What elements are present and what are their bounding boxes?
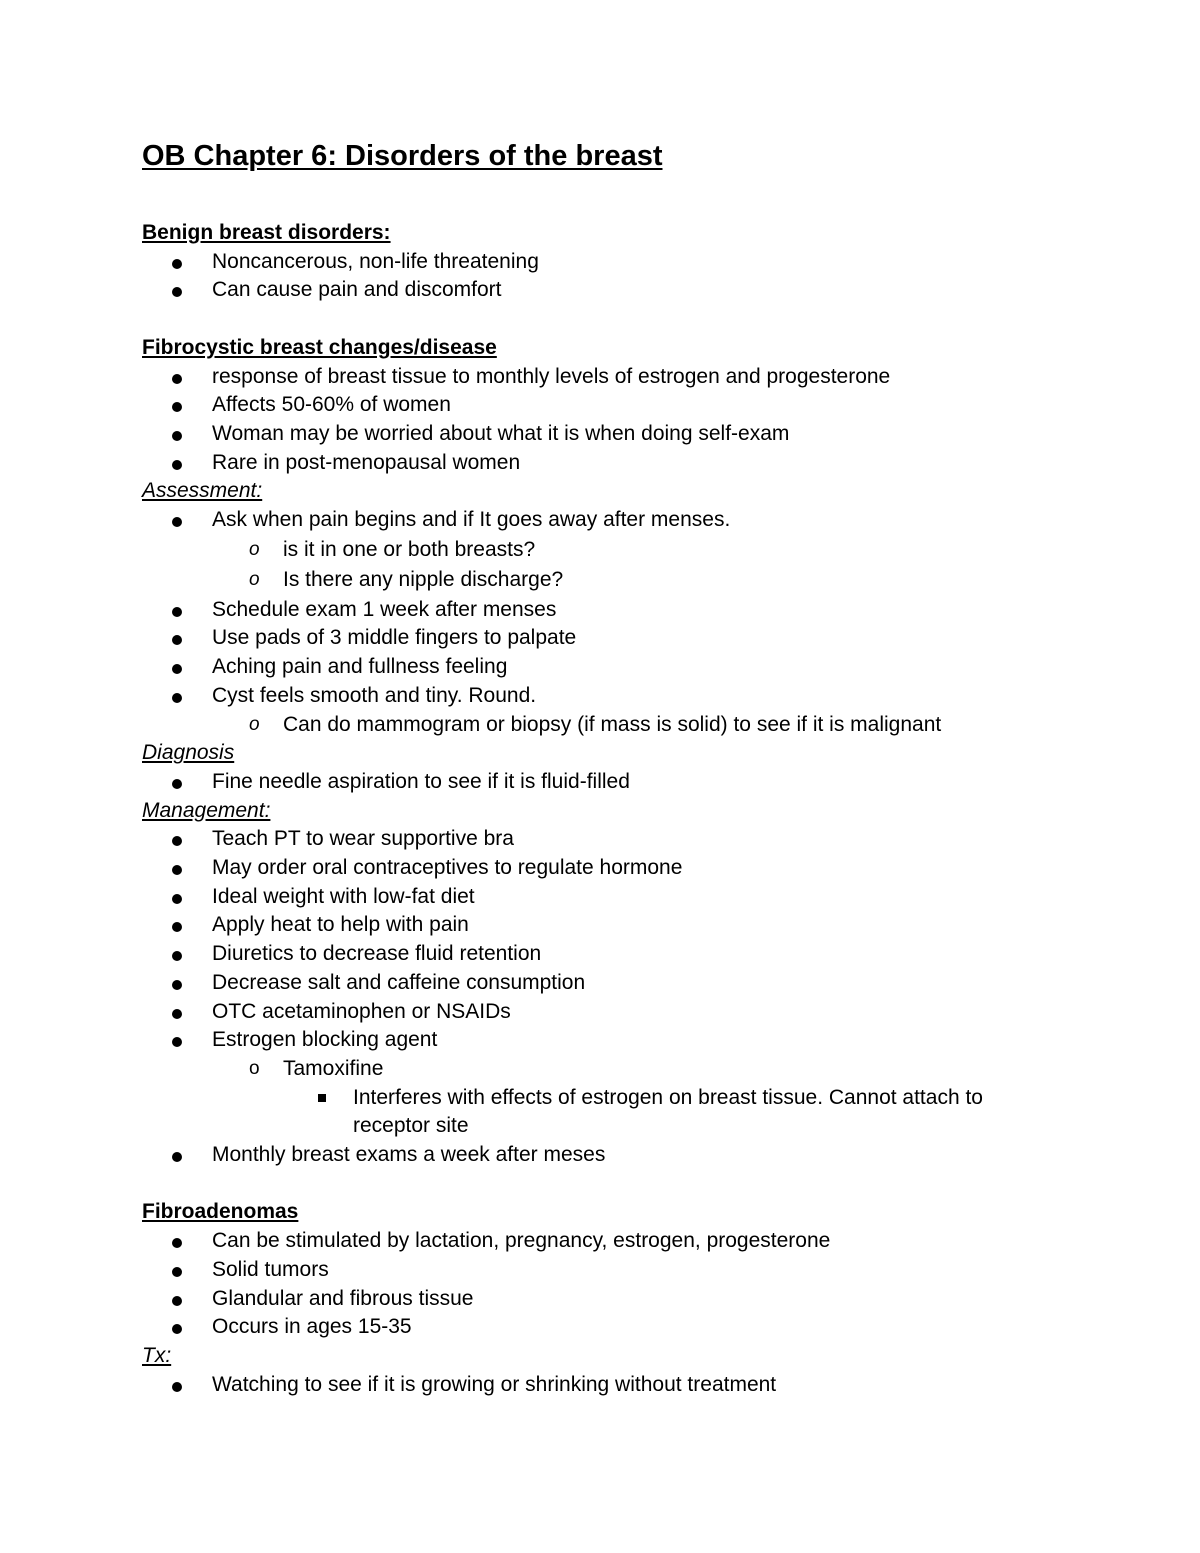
list-item: Solid tumors [212,1257,329,1281]
management-list-continued [142,1141,1042,1170]
list-item: Use pads of 3 middle fingers to palpate [212,626,577,650]
fibrocystic-list [142,363,1042,478]
circle-bullet-icon: o [249,538,260,560]
list-item: Decrease salt and caffeine consumption [212,970,586,994]
list-item: Schedule exam 1 week after menses [212,597,557,621]
list-item: Rare in post-menopausal women [212,450,521,474]
list-item: Can be stimulated by lactation, pregnancy, estrogen, progesterone [212,1229,831,1253]
spacer [142,1170,1042,1199]
list-item: Affects 50-60% of women [212,393,451,417]
subheading-management: Management: [142,798,271,822]
list-item: Watching to see if it is growing or shrinking without treatment [212,1372,777,1396]
circle-bullet-icon: o [249,713,260,735]
list-item: o Tamoxifine [142,1055,1042,1084]
list-item: Monthly breast exams a week after meses [212,1143,606,1167]
subheading-diagnosis: Diagnosis [142,741,235,765]
document-body [142,219,1042,1399]
list-item: May order oral contraceptives to regulate hormone [212,856,683,880]
section-heading-fibroadenomas: Fibroadenomas [142,1200,299,1224]
page-title: OB Chapter 6: Disorders of the breast [142,140,663,172]
assessment-sublist [142,535,1042,596]
list-item: Cyst feels smooth and tiny. Round. [212,683,537,707]
list-item: o Can do mammogram or biopsy (if mass is solid) to see if it is malignant [142,711,1042,740]
list-item: Woman may be worried about what it is when doing self-exam [212,421,790,445]
circle-bullet-icon: o [249,569,260,591]
list-item: Interferes with effects of estrogen on breast tissue. Cannot attach to receptor site [353,1085,983,1138]
list-item: o Is there any nipple discharge? [142,565,1042,596]
fibroadenomas-list [142,1227,1042,1342]
management-subsublist [142,1084,1042,1141]
spacer [142,305,1042,334]
list-item: Occurs in ages 15-35 [212,1315,412,1339]
benign-list [142,248,1042,305]
subheading-tx: Tx: [142,1343,172,1367]
management-list [142,825,1042,1055]
management-sublist [142,1055,1042,1084]
list-item: Can cause pain and discomfort [212,278,502,302]
section-heading-benign: Benign breast disorders: [142,221,391,244]
diagnosis-list [142,768,1042,797]
list-item: Estrogen blocking agent [212,1028,438,1052]
list-item: Glandular and fibrous tissue [212,1286,474,1310]
assessment-list-continued [142,596,1042,711]
list-item: Diuretics to decrease fluid retention [212,942,542,966]
circle-bullet-icon: o [249,1057,260,1079]
list-item: Fine needle aspiration to see if it is fluid-filled [212,769,630,793]
list-item: Noncancerous, non-life threatening [212,249,539,273]
list-item: Ideal weight with low-fat diet [212,884,475,908]
list-item: Teach PT to wear supportive bra [212,827,514,851]
list-item: Ask when pain begins and if It goes away after menses. [212,508,731,532]
assessment-list [142,506,1042,535]
section-heading-fibrocystic: Fibrocystic breast changes/disease [142,335,497,359]
assessment-sublist-2 [142,711,1042,740]
tx-list [142,1371,1042,1400]
list-item: Aching pain and fullness feeling [212,655,508,679]
list-item: Apply heat to help with pain [212,913,469,937]
list-item: OTC acetaminophen or NSAIDs [212,999,511,1023]
list-item: o is it in one or both breasts? [142,535,1042,566]
subheading-assessment: Assessment: [142,479,263,503]
list-item: response of breast tissue to monthly levels of estrogen and progesterone [212,364,891,388]
